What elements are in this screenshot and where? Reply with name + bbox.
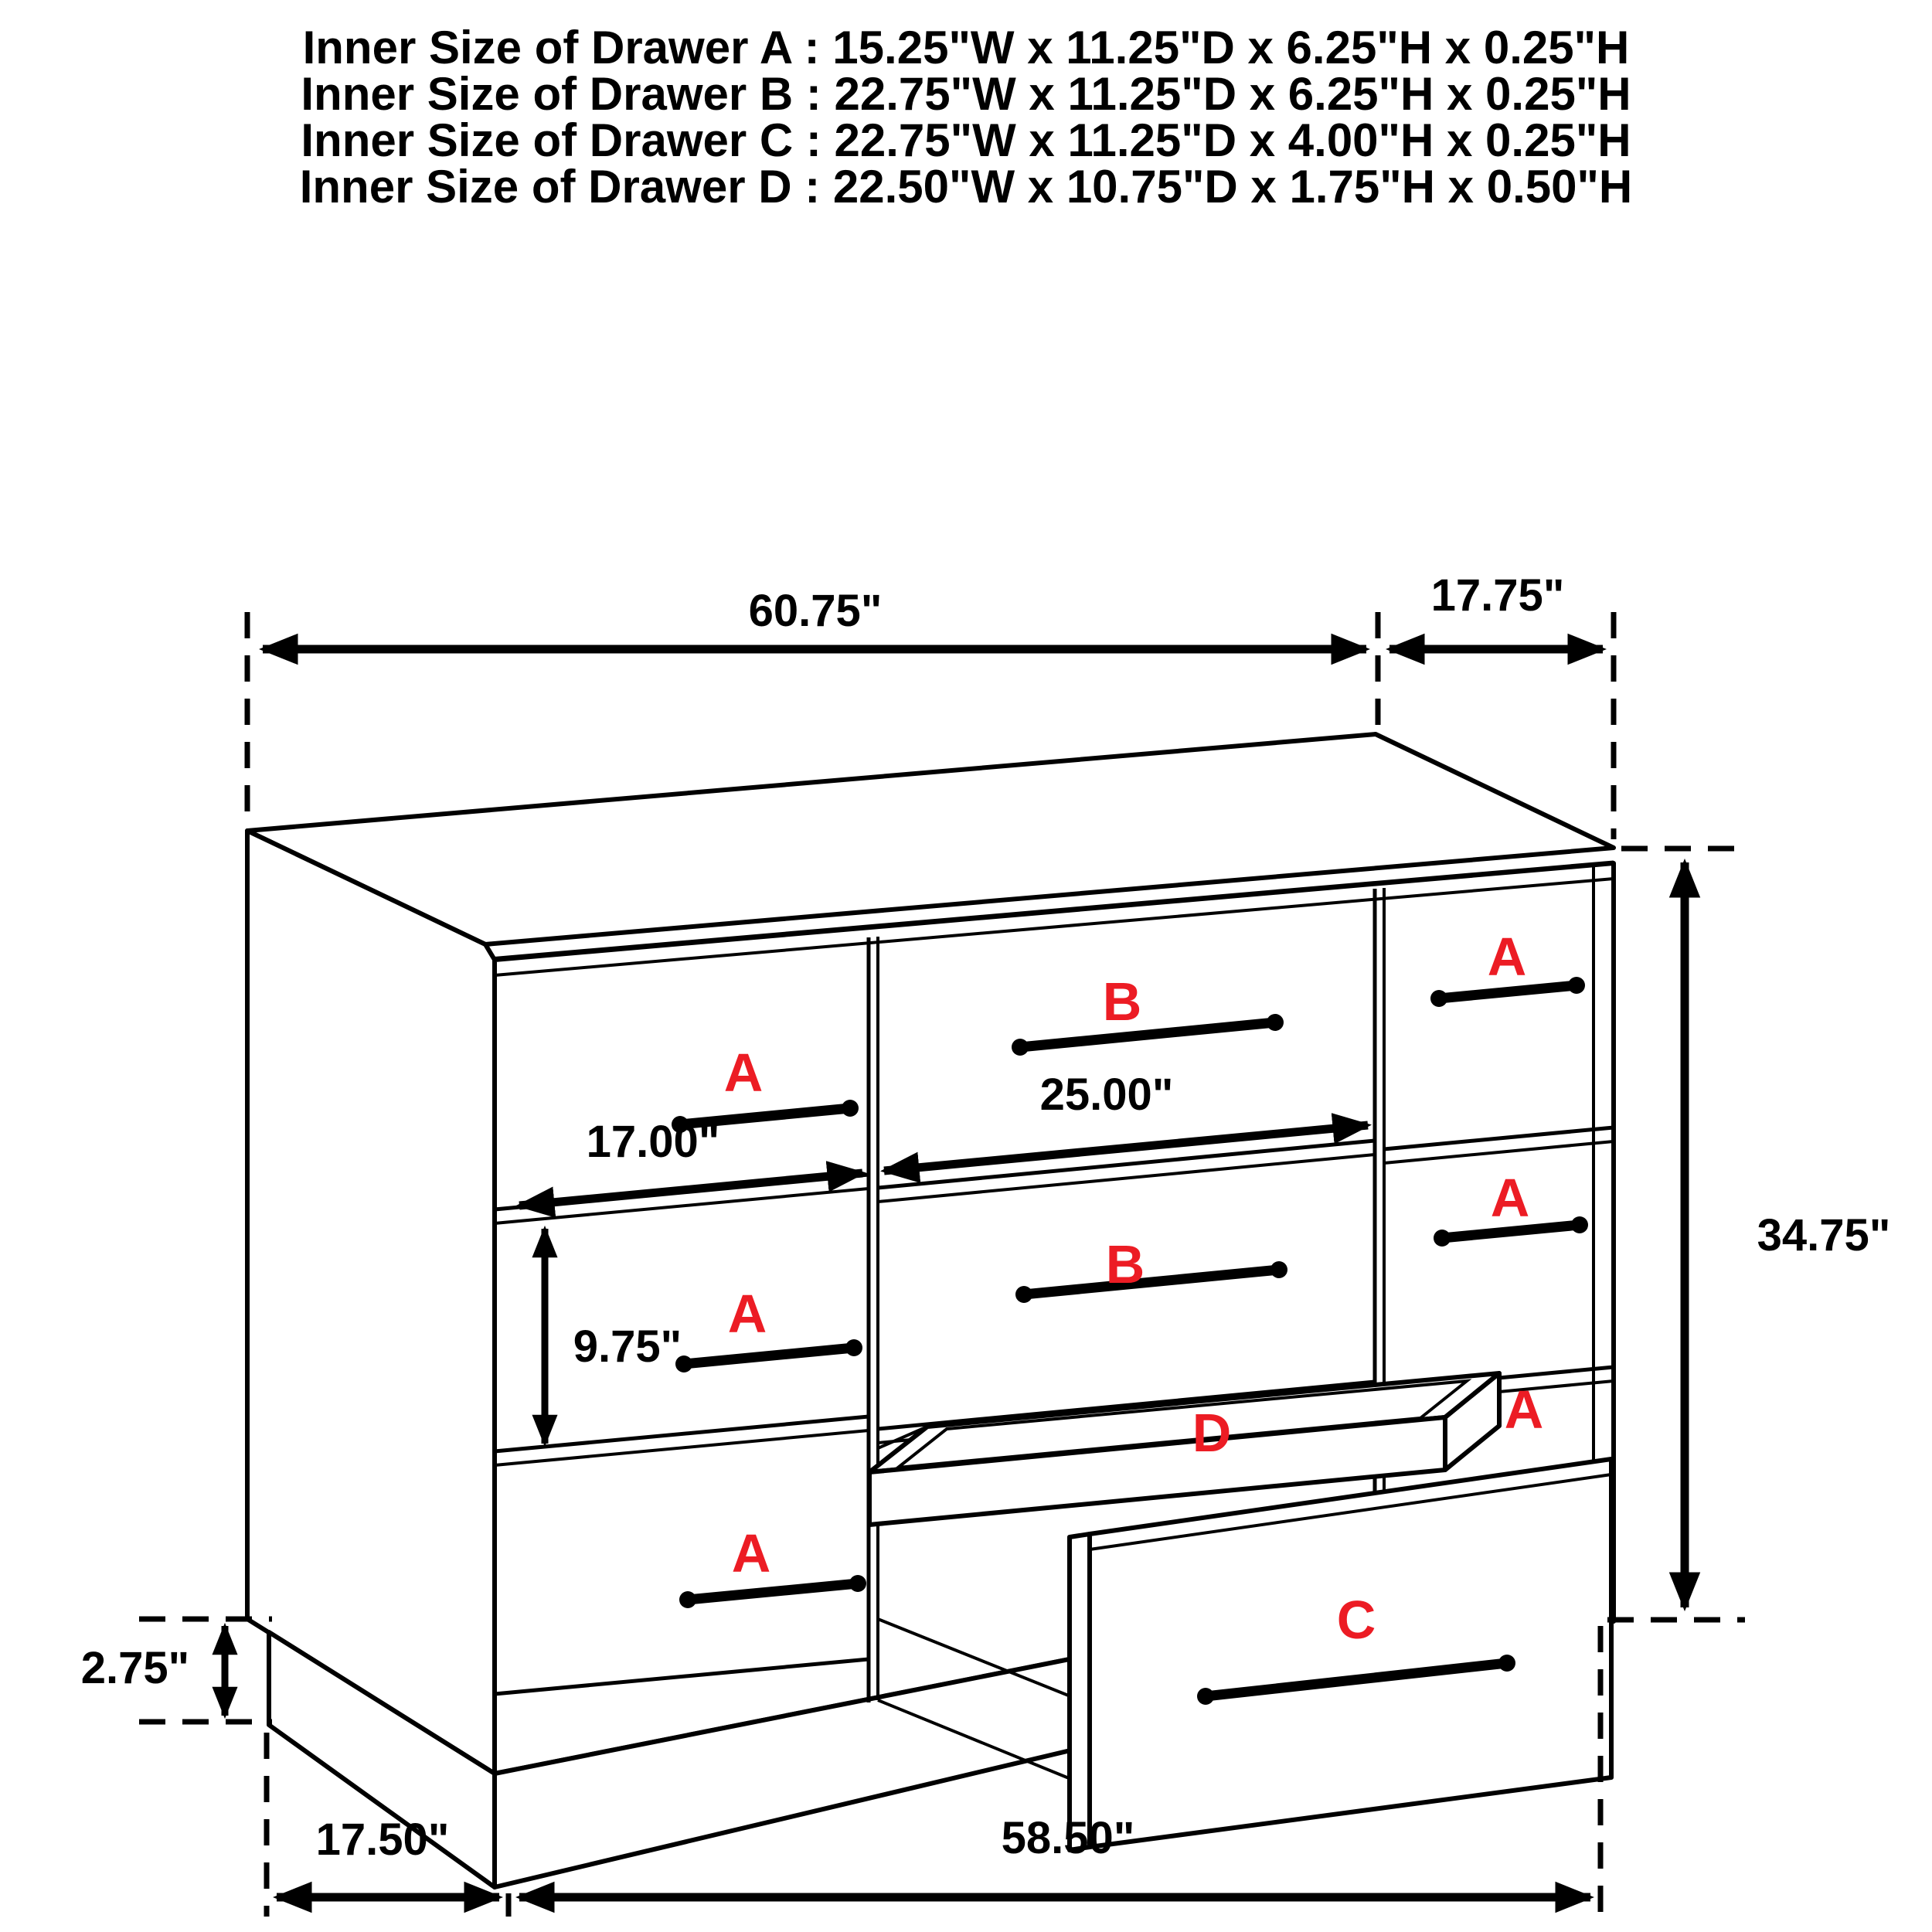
cabinet-left-side-panel <box>247 831 495 1774</box>
mark-right-a2: A <box>1490 1168 1530 1228</box>
dim-top-width <box>263 586 1366 649</box>
spec-line-drawer-b: Inner Size of Drawer B : 22.75"W x 11.25"D x 6.25"H x 0.25"H <box>301 68 1631 120</box>
mark-middle-b2: B <box>1105 1234 1145 1294</box>
dim-face-height-label: 9.75" <box>573 1321 682 1372</box>
dim-top-width-label: 60.75" <box>748 586 883 636</box>
mark-right-a3: A <box>1504 1379 1544 1440</box>
drawer-c-left-side <box>1070 1534 1090 1850</box>
mark-left-a1: A <box>723 1043 764 1103</box>
dim-left-width-label: 17.00" <box>586 1117 720 1167</box>
mark-right-a1: A <box>1487 927 1527 987</box>
mark-drawer-c: C <box>1336 1590 1376 1650</box>
dim-overall-height <box>1685 862 1890 1607</box>
dim-top-depth <box>1389 570 1603 649</box>
dim-base-height <box>81 1626 225 1716</box>
mark-tray-d: D <box>1192 1403 1232 1463</box>
mark-left-a2: A <box>727 1284 767 1344</box>
dim-bottom-depth-label: 17.50" <box>315 1815 450 1865</box>
mark-middle-b1: B <box>1102 971 1142 1032</box>
spec-line-drawer-c: Inner Size of Drawer C : 22.75"W x 11.25"D x 4.00"H x 0.25"H <box>301 114 1631 166</box>
spec-line-drawer-d: Inner Size of Drawer D : 22.50"W x 10.75"D x 1.75"H x 0.50"H <box>299 161 1633 213</box>
dim-height-label: 34.75" <box>1757 1210 1891 1260</box>
dim-top-depth-label: 17.75" <box>1430 570 1565 621</box>
spec-line-drawer-a: Inner Size of Drawer A : 15.25"W x 11.25"D x 6.25"H x 0.25"H <box>302 22 1630 73</box>
dim-base-height-label: 2.75" <box>80 1643 190 1693</box>
dim-middle-width-label: 25.00" <box>1039 1070 1174 1120</box>
mark-left-a3: A <box>731 1523 771 1583</box>
dim-bottom-width-label: 58.50" <box>1001 1813 1135 1863</box>
dresser-drawing <box>247 734 1614 1887</box>
header-spec-text <box>300 22 1633 213</box>
